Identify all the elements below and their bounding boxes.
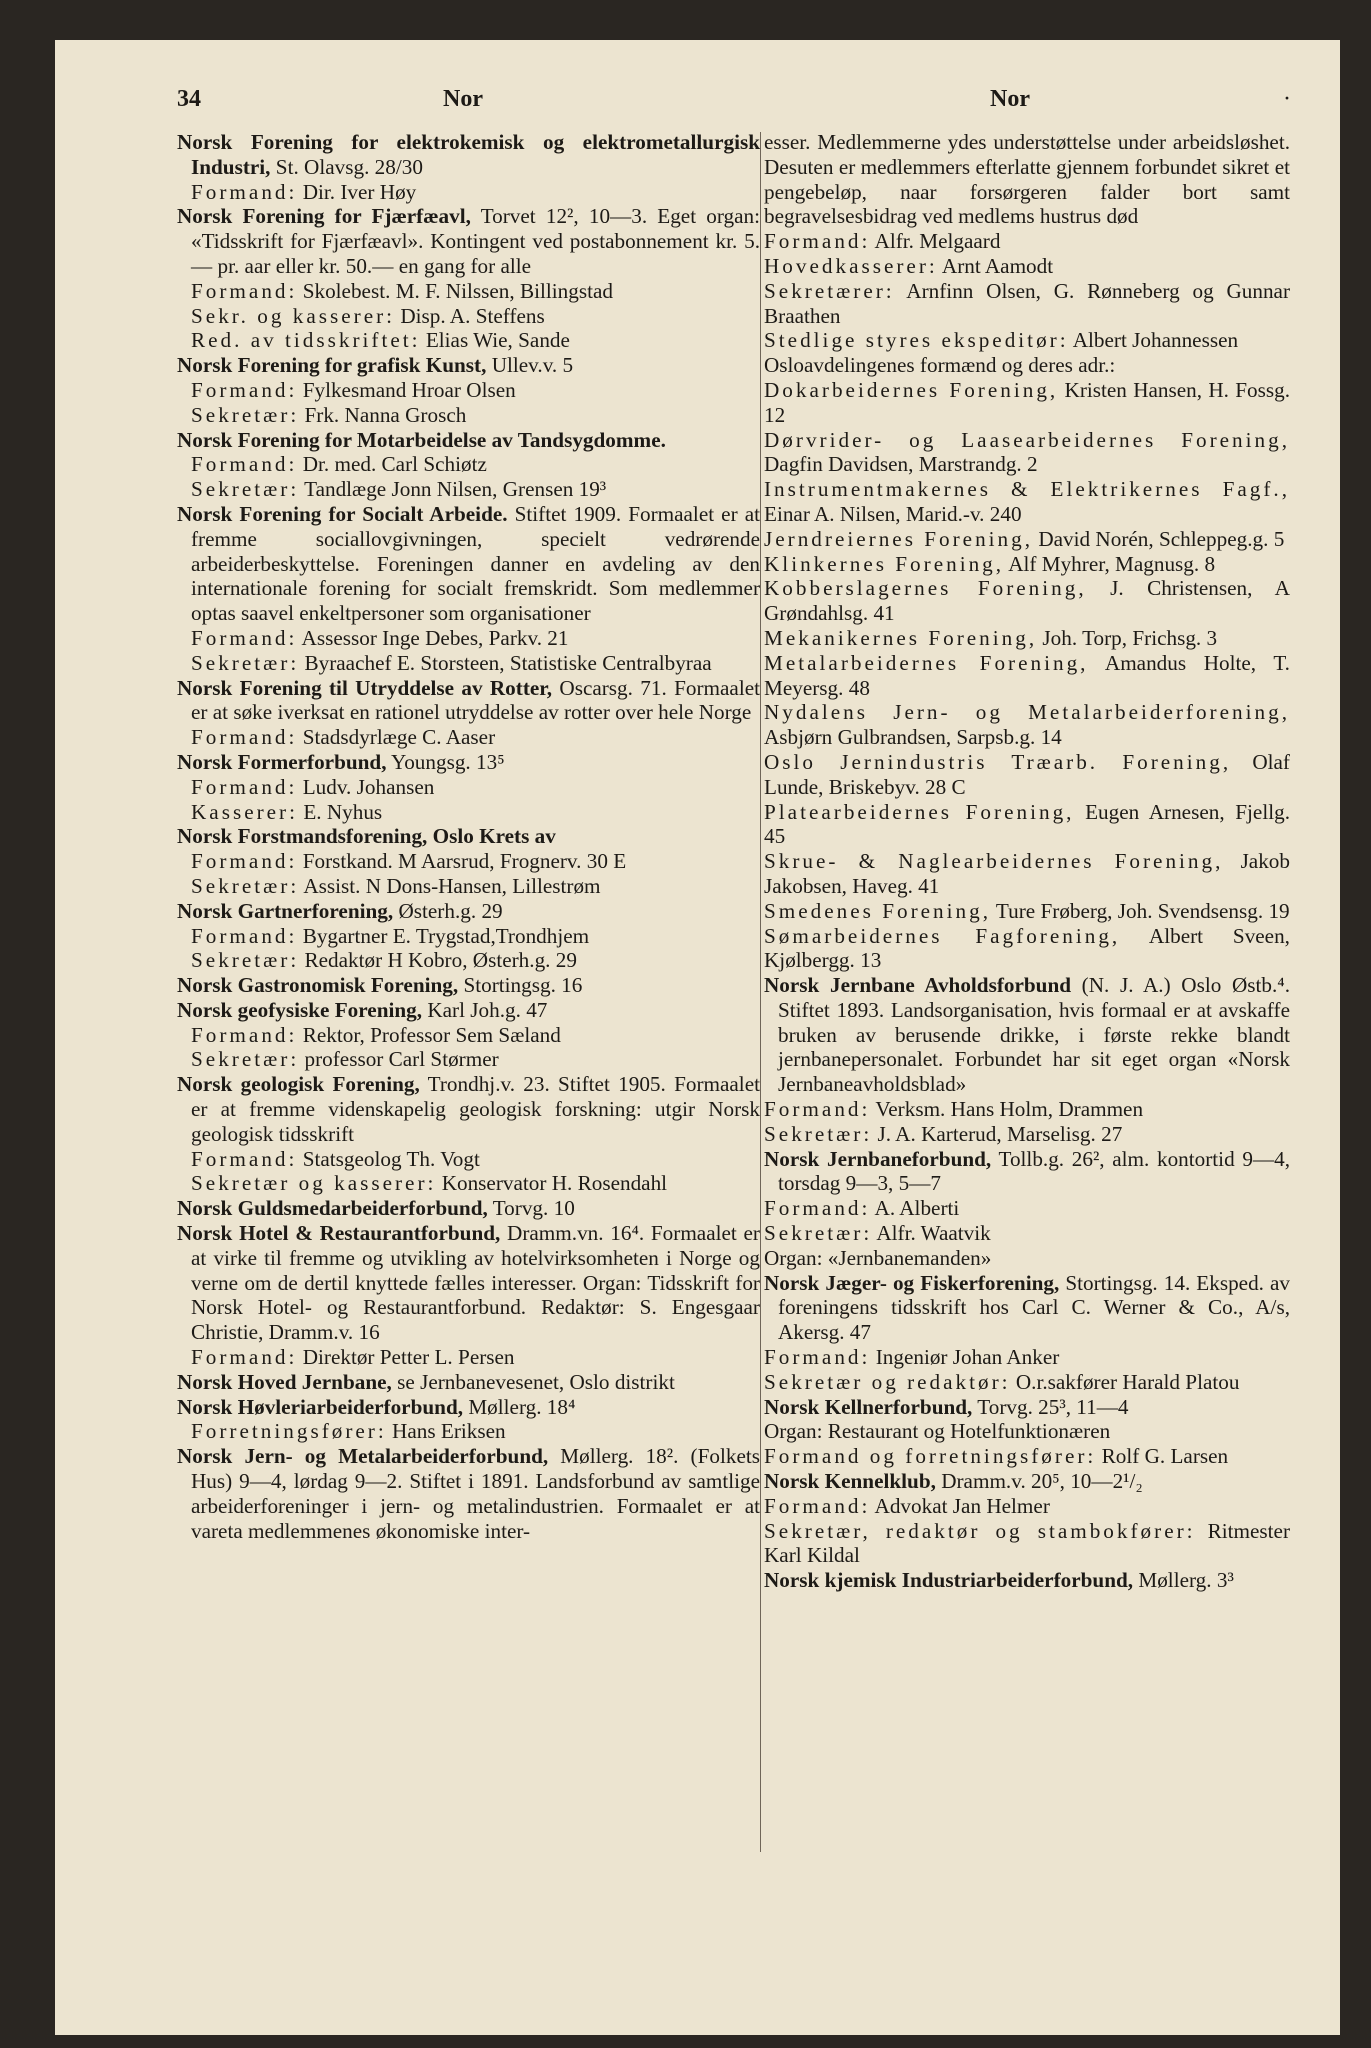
entry-heading: Norsk Forening for Fjærfæavl, [177, 204, 471, 229]
entry-text: Oscarsg. 71. Formaalet er at søke iverksat en rationel utryddelse av rotter over hele Norge [191, 675, 760, 725]
entry-label: Formand: [191, 625, 298, 650]
directory-entry [764, 1221, 1290, 1246]
entry-text: Albert Johannessen [1068, 328, 1239, 353]
entry-label: Formand og forretningsfører: [764, 1444, 1097, 1469]
entry-label: Formand: [764, 1493, 871, 1518]
page-number: 34 [177, 86, 201, 112]
directory-entry [177, 924, 760, 949]
directory-entry [764, 353, 1290, 378]
directory-entry [764, 378, 1290, 428]
entry-heading: Norsk Hoved Jernbane, [177, 1369, 392, 1394]
entry-text: Ludv. Johansen [297, 774, 435, 799]
directory-entry [764, 800, 1290, 850]
directory-entry [177, 800, 760, 825]
entry-text: Rektor, Professor Sem Sæland [297, 1022, 561, 1047]
entry-label: Sekretær, redaktør og stambokfører: [764, 1518, 1196, 1543]
entry-label: Formand: [191, 923, 298, 948]
entry-text: Skolebest. M. F. Nilssen, Billingstad [297, 278, 613, 303]
directory-entry [764, 254, 1290, 279]
entry-text: Møllerg. 18². (Folkets Hus) 9—4, lørdag 9—2. Stiftet i 1891. Landsforbund av samtlige arbeiderforeninger i jern- og metalindustrien. Formaalet er at vareta medlemmenes økonomiske inter- [191, 1444, 760, 1543]
entry-text: Konservator H. Rosendahl [436, 1171, 668, 1196]
directory-entry [177, 750, 760, 775]
entry-heading: Norsk Forstmandsforening, Oslo Krets av [177, 824, 556, 849]
entry-heading: Norsk Forening for elektrokemisk og elektrometallurgisk Industri, [177, 130, 760, 179]
directory-entry [177, 1072, 760, 1146]
entry-label: Sekretær: [764, 1121, 873, 1146]
entry-text: Byraachef E. Storsteen, Statistiske Centralbyraa [299, 650, 712, 675]
entry-heading: Norsk Forening til Utryddelse av Rotter, [177, 675, 553, 700]
entry-label: Platearbeidernes Forening, [764, 799, 1075, 824]
entry-label: Hovedkasserer: [764, 253, 938, 278]
directory-entry [177, 998, 760, 1023]
directory-entry [177, 502, 760, 626]
directory-entry [177, 1221, 760, 1345]
directory-entry [764, 1196, 1290, 1221]
directory-entry [177, 1444, 760, 1543]
entry-text: Stortingsg. 16 [458, 973, 583, 998]
directory-entry [764, 1395, 1290, 1420]
entry-text: Disp. A. Steffens [395, 303, 545, 328]
entry-heading: Norsk Kellnerforbund, [764, 1394, 973, 1419]
directory-entry [177, 180, 760, 205]
entry-text: Dagfin Davidsen, Marstrandg. 2 [764, 452, 1038, 477]
entry-text: Torvg. 25³, 11—4 [972, 1394, 1129, 1419]
column-divider [760, 132, 761, 1852]
entry-label: Formand: [191, 849, 298, 874]
header-dot: · [1283, 86, 1291, 112]
entry-text: Albert Sveen, Kjølbergg. 13 [764, 923, 1290, 973]
directory-entry [764, 1147, 1290, 1197]
entry-label: Formand: [191, 452, 298, 477]
directory-entry [177, 403, 760, 428]
entry-heading: Norsk Forening for grafisk Kunst, [177, 353, 487, 378]
directory-entry [764, 973, 1290, 1097]
directory-entry [177, 874, 760, 899]
entry-label: Stedlige styres ekspeditør: [764, 328, 1069, 353]
entry-text: J. A. Karterud, Marselisg. 27 [872, 1121, 1123, 1146]
directory-entry [764, 1122, 1290, 1147]
directory-entry [177, 1147, 760, 1172]
directory-entry [764, 1494, 1290, 1519]
entry-text: esser. Medlemmerne ydes understøttelse under arbeidsløshet. Desuten er medlemmers efterlatte gjennem forbundet sikret et pengebeløp, naar forsørgeren falder bort samt begravelsesbidrag ved medlems hustrus død [764, 130, 1290, 229]
entry-text: Hans Eriksen [386, 1419, 506, 1444]
entry-text: Frk. Nanna Grosch [299, 402, 467, 427]
entry-label: Red. av tidsskriftet: [191, 328, 421, 353]
running-head-left: Nor [443, 86, 483, 112]
entry-label: Sekretær: [191, 402, 300, 427]
page-header [55, 86, 1340, 126]
entry-text: Tandlæge Jonn Nilsen, Grensen 19³ [299, 477, 607, 502]
entry-text: J. Christensen, A Grøndahlsg. 41 [764, 576, 1290, 626]
entry-text: Amandus Holte, T. Meyersg. 48 [764, 650, 1290, 700]
directory-entry [177, 1047, 760, 1072]
entry-text: Karl Joh.g. 47 [422, 997, 548, 1022]
entry-label: Formand: [764, 1196, 871, 1221]
entry-text: Dramm.v. 20⁵, 10—2¹/₂ [935, 1469, 1143, 1494]
directory-entry [177, 1171, 760, 1196]
entry-text: Dramm.vn. 16⁴. Formaalet er at virke til fremme og utvikling av hotelvirksomheten i Norge og verne om de dertil knyttede fælles interesser. Organ: Tidsskrift for Norsk Hotel- og Restaurantforbund. Redaktør: S. Engesgaar Christie, Dramm.v. 16 [191, 1221, 760, 1345]
entry-text: Ullev.v. 5 [486, 353, 574, 378]
entry-text: Tollb.g. 26², alm. kontortid 9—4, torsdag 9—3, 5—7 [778, 1146, 1290, 1196]
entry-text: Arnfinn Olsen, G. Rønneberg og Gunnar Braathen [764, 278, 1290, 328]
directory-entry [177, 899, 760, 924]
directory-entry [764, 700, 1290, 750]
directory-page [55, 40, 1340, 2035]
entry-label: Kobberslagernes Forening, [764, 576, 1087, 601]
entry-label: Metalarbeidernes Forening, [764, 650, 1089, 675]
entry-label: Sekretærer: [764, 278, 895, 303]
entry-text: Organ: «Jernbanemanden» [764, 1245, 992, 1270]
entry-text: Rolf G. Larsen [1096, 1444, 1229, 1469]
directory-entry [177, 304, 760, 329]
directory-entry [177, 1023, 760, 1048]
entry-text: Møllerg. 18⁴ [463, 1394, 576, 1419]
entry-label: Formand: [764, 1345, 871, 1370]
entry-heading: Norsk Guldsmedarbeiderforbund, [177, 1196, 488, 1221]
entry-text: Stortingsg. 14. Eksped. av foreningens tidsskrift hos Carl C. Werner & Co., A/s, Akersg. 47 [778, 1270, 1290, 1345]
entry-label: Formand: [764, 229, 871, 254]
entry-label: Formand: [191, 725, 298, 750]
entry-label: Sømarbeidernes Fagforening, [764, 923, 1121, 948]
entry-text: Einar A. Nilsen, Marid.-v. 240 [764, 501, 1022, 526]
directory-entry [764, 899, 1290, 924]
entry-heading: Norsk Forening for Motarbeidelse av Tandsygdomme. [177, 427, 666, 452]
directory-entry [177, 676, 760, 726]
entry-text: A. Alberti [870, 1196, 960, 1221]
entry-text: se Jernbanevesenet, Oslo distrikt [391, 1369, 675, 1394]
directory-entry [177, 1395, 760, 1420]
entry-text: (N. J. A.) Oslo Østb.⁴. Stiftet 1893. Landsorganisation, hvis formaal er at avskaffe bruken av berusende drikke, i første rekke blandt jernbanepersonalet. Forbundet har sit eget organ «Norsk Jernbaneavholdsblad» [778, 973, 1290, 1097]
directory-entry [177, 973, 760, 998]
entry-text: Assessor Inge Debes, Parkv. 21 [297, 625, 569, 650]
entry-label: Instrumentmakernes & Elektrikernes Fagf., [764, 477, 1290, 502]
entry-label: Sekr. og kasserer: [191, 303, 396, 328]
directory-entry [764, 1271, 1290, 1345]
entry-label: Jerndreiernes Forening, [764, 526, 1034, 551]
directory-entry [177, 1345, 760, 1370]
entry-label: Skrue- & Naglearbeidernes Forening, [764, 849, 1224, 874]
entry-text: O.r.sakfører Harald Platou [1010, 1369, 1240, 1394]
entry-label: Sekretær og kasserer: [191, 1171, 437, 1196]
entry-text: St. Olavsg. 28/30 [270, 154, 423, 179]
entry-text: Fylkesmand Hroar Olsen [297, 377, 516, 402]
entry-label: Mekanikernes Forening, [764, 625, 1038, 650]
entry-heading: Norsk Formerforbund, [177, 749, 387, 774]
directory-entry [764, 279, 1290, 329]
directory-entry [177, 1370, 760, 1395]
entry-text: Østerh.g. 29 [393, 898, 503, 923]
entry-label: Dokarbeidernes Forening, [764, 377, 1059, 402]
directory-entry [177, 849, 760, 874]
directory-entry [764, 924, 1290, 974]
directory-entry [764, 1419, 1290, 1444]
directory-entry [764, 428, 1290, 478]
directory-entry [764, 576, 1290, 626]
entry-label: Formand: [191, 1345, 298, 1370]
entry-label: Kasserer: [191, 799, 299, 824]
entry-text: Alf Myhrer, Magnusg. 8 [1004, 551, 1216, 576]
entry-text: Jakob Jakobsen, Haveg. 41 [764, 849, 1290, 898]
directory-entry [177, 775, 760, 800]
directory-entry [764, 229, 1290, 254]
entry-text: E. Nyhus [298, 799, 383, 824]
entry-text: Youngsg. 13⁵ [386, 749, 505, 774]
directory-entry [177, 353, 760, 378]
entry-heading: Norsk geologisk Forening, [177, 1072, 420, 1097]
directory-entry [177, 130, 760, 180]
entry-label: Formand: [764, 1097, 871, 1122]
entry-text: David Norén, Schleppeg.g. 5 [1033, 526, 1285, 551]
entry-label: Sekretær: [191, 873, 300, 898]
entry-text: Alfr. Waatvik [872, 1221, 991, 1246]
entry-text: Joh. Torp, Frichsg. 3 [1037, 625, 1218, 650]
entry-heading: Norsk geofysiske Forening, [177, 997, 423, 1022]
entry-text: Osloavdelingenes formænd og deres adr.: [764, 353, 1116, 378]
directory-entry [764, 1370, 1290, 1395]
directory-entry [177, 452, 760, 477]
directory-entry [764, 1097, 1290, 1122]
directory-entry [764, 477, 1290, 527]
directory-entry [764, 626, 1290, 651]
directory-entry [177, 725, 760, 750]
entry-text: Elias Wie, Sande [420, 328, 570, 353]
entry-heading: Norsk Jernbaneforbund, [764, 1146, 992, 1171]
directory-entry [764, 1246, 1290, 1271]
entry-text: Stadsdyrlæge C. Aaser [297, 725, 496, 750]
directory-entry [764, 1469, 1290, 1494]
entry-heading: Norsk Kennelklub, [764, 1469, 936, 1494]
entry-heading: Norsk Gastronomisk Forening, [177, 973, 459, 998]
entry-label: Sekretær: [191, 1047, 300, 1072]
entry-heading: Norsk Forening for Socialt Arbeide. [177, 501, 508, 526]
entry-text: Organ: Restaurant og Hotelfunktionæren [764, 1419, 1111, 1444]
entry-label: Sekretær og redaktør: [764, 1369, 1011, 1394]
entry-label: Sekretær: [191, 650, 300, 675]
entry-text: Statsgeolog Th. Vogt [297, 1146, 480, 1171]
directory-entry [177, 651, 760, 676]
entry-text: Dr. med. Carl Schiøtz [297, 452, 487, 477]
entry-text: Forstkand. M Aarsrud, Frognerv. 30 E [297, 849, 627, 874]
entry-heading: Norsk Gartnerforening, [177, 898, 394, 923]
directory-entry [177, 279, 760, 304]
entry-text: Advokat Jan Helmer [870, 1493, 1050, 1518]
directory-entry [177, 204, 760, 278]
directory-entry [177, 428, 760, 453]
entry-heading: Norsk Høvleriarbeiderforbund, [177, 1394, 464, 1419]
entry-label: Formand: [191, 377, 298, 402]
directory-entry [764, 750, 1290, 800]
directory-entry [177, 824, 760, 849]
entry-label: Sekretær: [191, 948, 300, 973]
directory-entry [177, 328, 760, 353]
entry-text: Torvg. 10 [487, 1196, 575, 1221]
entry-text: Assist. N Dons-Hansen, Lillestrøm [299, 873, 601, 898]
entry-text: Direktør Petter L. Persen [297, 1345, 515, 1370]
entry-label: Oslo Jernindustris Træarb. Forening, [764, 749, 1232, 774]
directory-entry [177, 477, 760, 502]
directory-entry [764, 1444, 1290, 1469]
entry-label: Dørvrider- og Laasearbeidernes Forening, [764, 427, 1290, 452]
directory-entry [764, 552, 1290, 577]
right-column [764, 130, 1290, 1593]
entry-text: Arnt Aamodt [937, 253, 1054, 278]
left-column [177, 130, 760, 1543]
entry-text: Olaf Lunde, Briskebyv. 28 C [764, 749, 1290, 799]
directory-entry [177, 378, 760, 403]
entry-text: Ingeniør Johan Anker [870, 1345, 1060, 1370]
directory-entry [764, 1519, 1290, 1569]
running-head-right: Nor [990, 86, 1030, 112]
directory-entry [177, 626, 760, 651]
entry-text: Torvet 12², 10—3. Eget organ: «Tidsskrift for Fjærfæavl». Kontingent ved postabonnement kr. 5.— pr. aar eller kr. 50.— en gang for alle [191, 204, 760, 278]
entry-text: Kristen Hansen, H. Fossg. 12 [764, 377, 1290, 427]
entry-label: Formand: [191, 1146, 298, 1171]
entry-text: Ture Frøberg, Joh. Svendsensg. 19 [991, 898, 1290, 923]
directory-entry [764, 328, 1290, 353]
entry-text: Redaktør H Kobro, Østerh.g. 29 [299, 948, 577, 973]
entry-text: Asbjørn Gulbrandsen, Sarpsb.g. 14 [764, 725, 1062, 750]
entry-label: Sekretær: [191, 477, 300, 502]
entry-heading: Norsk Hotel & Restaurantforbund, [177, 1221, 501, 1246]
directory-entry [764, 1568, 1290, 1593]
directory-entry [764, 527, 1290, 552]
directory-entry [177, 948, 760, 973]
entry-label: Nydalens Jern- og Metalarbeiderforening, [764, 700, 1290, 725]
entry-heading: Norsk kjemisk Industriarbeiderforbund, [764, 1568, 1134, 1593]
entry-text: Bygartner E. Trygstad,Trondhjem [297, 923, 590, 948]
entry-text: professor Carl Størmer [299, 1047, 499, 1072]
entry-text: Trondhj.v. 23. Stiftet 1905. Formaalet er at fremme videnskapelig geologisk forskning: utgir Norsk geologisk tidsskrift [191, 1072, 760, 1146]
entry-text: Alfr. Melgaard [870, 229, 1001, 254]
directory-entry [764, 849, 1290, 899]
entry-text: Ritmester Karl Kildal [764, 1518, 1290, 1568]
entry-text: Dir. Iver Høy [297, 179, 417, 204]
entry-label: Klinkernes Forening, [764, 551, 1005, 576]
entry-label: Forretningsfører: [191, 1419, 387, 1444]
entry-label: Formand: [191, 179, 298, 204]
entry-text: Stiftet 1909. Formaalet er at fremme sociallovgivningen, specielt vedrørende arbeiderbeskyttelse. Foreningen danner en avdeling av den internationale forening for socialt fremskridt. Som medlemmer optas saavel enkeltpersoner som organisationer [191, 501, 760, 626]
directory-entry [764, 651, 1290, 701]
directory-entry [177, 1196, 760, 1221]
directory-entry [764, 1345, 1290, 1370]
entry-heading: Norsk Jæger- og Fiskerforening, [764, 1270, 1060, 1295]
entry-label: Formand: [191, 278, 298, 303]
entry-label: Sekretær: [764, 1221, 873, 1246]
entry-heading: Norsk Jernbane Avholdsforbund [764, 973, 1072, 998]
entry-text: Møllerg. 3³ [1133, 1568, 1234, 1593]
directory-entry [177, 1419, 760, 1444]
entry-label: Formand: [191, 774, 298, 799]
entry-label: Formand: [191, 1022, 298, 1047]
entry-text: Eugen Arnesen, Fjellg. 45 [764, 799, 1291, 849]
entry-label: Smedenes Forening, [764, 898, 992, 923]
directory-entry [764, 130, 1290, 229]
entry-text: Verksm. Hans Holm, Drammen [870, 1097, 1144, 1122]
entry-heading: Norsk Jern- og Metalarbeiderforbund, [177, 1444, 549, 1469]
